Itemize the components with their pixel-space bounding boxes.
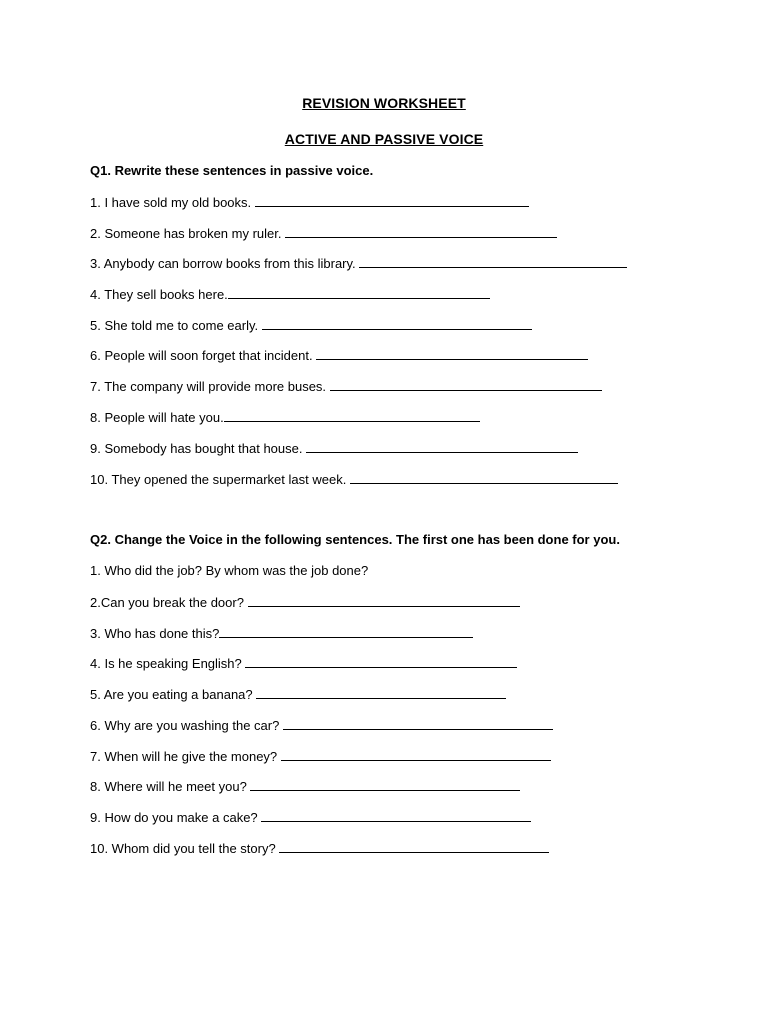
q2-item-text: 5. Are you eating a banana? <box>90 687 257 702</box>
q2-item <box>90 748 551 765</box>
q1-item-text: 1. I have sold my old books. <box>90 195 255 210</box>
answer-blank <box>306 440 578 453</box>
answer-blank <box>281 748 551 761</box>
q2-item <box>90 778 520 795</box>
q1-item-text: 5. She told me to come early. <box>90 318 262 333</box>
q2-item-text: 3. Who has done this? <box>90 626 220 641</box>
answer-blank <box>255 194 529 207</box>
q2-item-text: 1. Who did the job? By whom was the job done? <box>90 563 369 578</box>
q1-item-text: 9. Somebody has bought that house. <box>90 441 307 456</box>
answer-blank <box>224 409 480 422</box>
q2-item-text: 9. How do you make a cake? <box>90 810 262 825</box>
q2-item-text: 6. Why are you washing the car? <box>90 718 283 733</box>
answer-blank <box>245 655 517 668</box>
q1-item <box>90 317 532 334</box>
answer-blank <box>248 594 520 607</box>
q2-item <box>90 625 473 642</box>
q2-item-text: 4. Is he speaking English? <box>90 656 246 671</box>
answer-blank <box>261 809 531 822</box>
q1-item <box>90 194 529 211</box>
answer-blank <box>316 347 588 360</box>
answer-blank <box>256 686 506 699</box>
q2-item <box>90 717 553 734</box>
q2-item-text: 8. Where will he meet you? <box>90 779 251 794</box>
q1-item <box>90 286 490 303</box>
q1-item <box>90 440 578 457</box>
q1-item-text: 3. Anybody can borrow books from this library. <box>90 256 360 271</box>
q1-item-text: 10. They opened the supermarket last week. <box>90 472 350 487</box>
answer-blank <box>350 471 618 484</box>
q1-item-text: 7. The company will provide more buses. <box>90 379 330 394</box>
q1-item-text: 6. People will soon forget that incident. <box>90 348 317 363</box>
q1-item-text: 4. They sell books here. <box>90 287 228 302</box>
q1-item <box>90 347 588 364</box>
q2-item <box>90 594 520 611</box>
q1-item <box>90 378 602 395</box>
answer-blank <box>283 717 553 730</box>
q2-item-text: 2.Can you break the door? <box>90 595 248 610</box>
q2-item-example <box>90 563 368 579</box>
q2-heading: Q2. Change the Voice in the following sentences. The first one has been done for you. <box>90 532 620 547</box>
answer-blank <box>219 625 473 638</box>
answer-blank <box>285 225 557 238</box>
answer-blank <box>359 255 627 268</box>
q1-item-text: 8. People will hate you. <box>90 410 224 425</box>
q2-item <box>90 809 531 826</box>
q2-item <box>90 840 549 857</box>
answer-blank <box>330 378 602 391</box>
worksheet-subtitle: ACTIVE AND PASSIVE VOICE <box>284 131 484 147</box>
q1-item <box>90 225 557 242</box>
q1-item <box>90 255 627 272</box>
q2-item <box>90 686 506 703</box>
q2-item <box>90 655 517 672</box>
q1-item <box>90 409 480 426</box>
q2-item-text: 7. When will he give the money? <box>90 749 281 764</box>
q1-item <box>90 471 618 488</box>
answer-blank <box>262 317 532 330</box>
worksheet-title: REVISION WORKSHEET <box>302 95 466 111</box>
q1-heading: Q1. Rewrite these sentences in passive voice. <box>90 163 374 178</box>
answer-blank <box>250 778 520 791</box>
answer-blank <box>228 286 490 299</box>
q2-item-text: 10. Whom did you tell the story? <box>90 841 280 856</box>
q1-item-text: 2. Someone has broken my ruler. <box>90 226 286 241</box>
answer-blank <box>279 840 549 853</box>
